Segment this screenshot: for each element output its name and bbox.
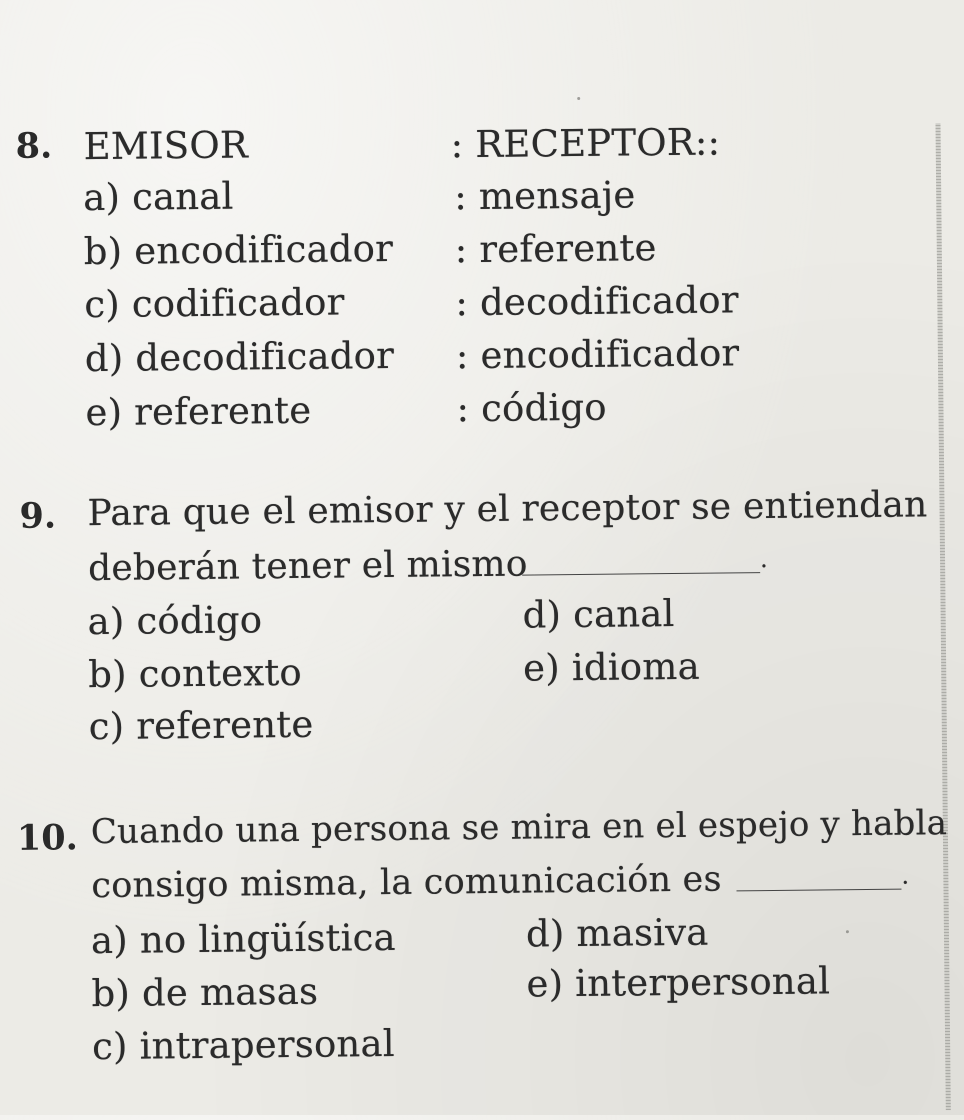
emisor-header: EMISOR (83, 123, 249, 169)
page-edge-border (935, 123, 950, 1110)
question-text-line2: consigo misma, la comunicación es (91, 859, 722, 907)
answer-blank (522, 572, 760, 575)
option-d: d) masiva (525, 910, 709, 956)
option-b-left: b) encodificador (83, 226, 394, 274)
page-speck (846, 930, 849, 933)
option-c: c) intrapersonal (91, 1021, 395, 1069)
page-speck (577, 97, 580, 100)
option-b-right: : referente (454, 226, 657, 272)
option-d-left: d) decodificador (84, 333, 395, 381)
option-c-right: : decodificador (455, 278, 739, 325)
question-text-line1: Para que el emisor y el receptor se entiendan (87, 484, 928, 535)
option-d-right: : encodificador (455, 331, 740, 378)
option-a-left: a) canal (82, 174, 234, 220)
option-d: d) canal (522, 591, 675, 637)
option-b: b) contexto (87, 650, 303, 697)
option-e-left: e) referente (85, 388, 312, 435)
question-text-line2: deberán tener el mismo (87, 543, 528, 590)
option-c: c) referente (88, 702, 314, 749)
option-b: b) de masas (91, 969, 319, 1016)
sentence-end: . (759, 545, 769, 574)
question-number: 9. (19, 495, 57, 537)
option-e-right: : código (456, 385, 607, 431)
question-8 (0, 0, 958, 435)
answer-blank (736, 889, 901, 892)
option-a: a) no lingüística (90, 915, 397, 963)
question-number: 8. (15, 125, 53, 167)
option-a: a) código (87, 598, 263, 644)
question-number: 10. (16, 817, 79, 859)
question-text-line1: Cuando una persona se mira en el espejo y habla (90, 803, 948, 853)
sentence-end: . (901, 861, 910, 890)
option-c-left: c) codificador (84, 280, 345, 327)
option-e: e) idioma (522, 644, 701, 690)
option-e: e) interpersonal (526, 959, 831, 1006)
receptor-header: : RECEPTOR:: (450, 120, 721, 167)
option-a-right: : mensaje (453, 173, 636, 219)
